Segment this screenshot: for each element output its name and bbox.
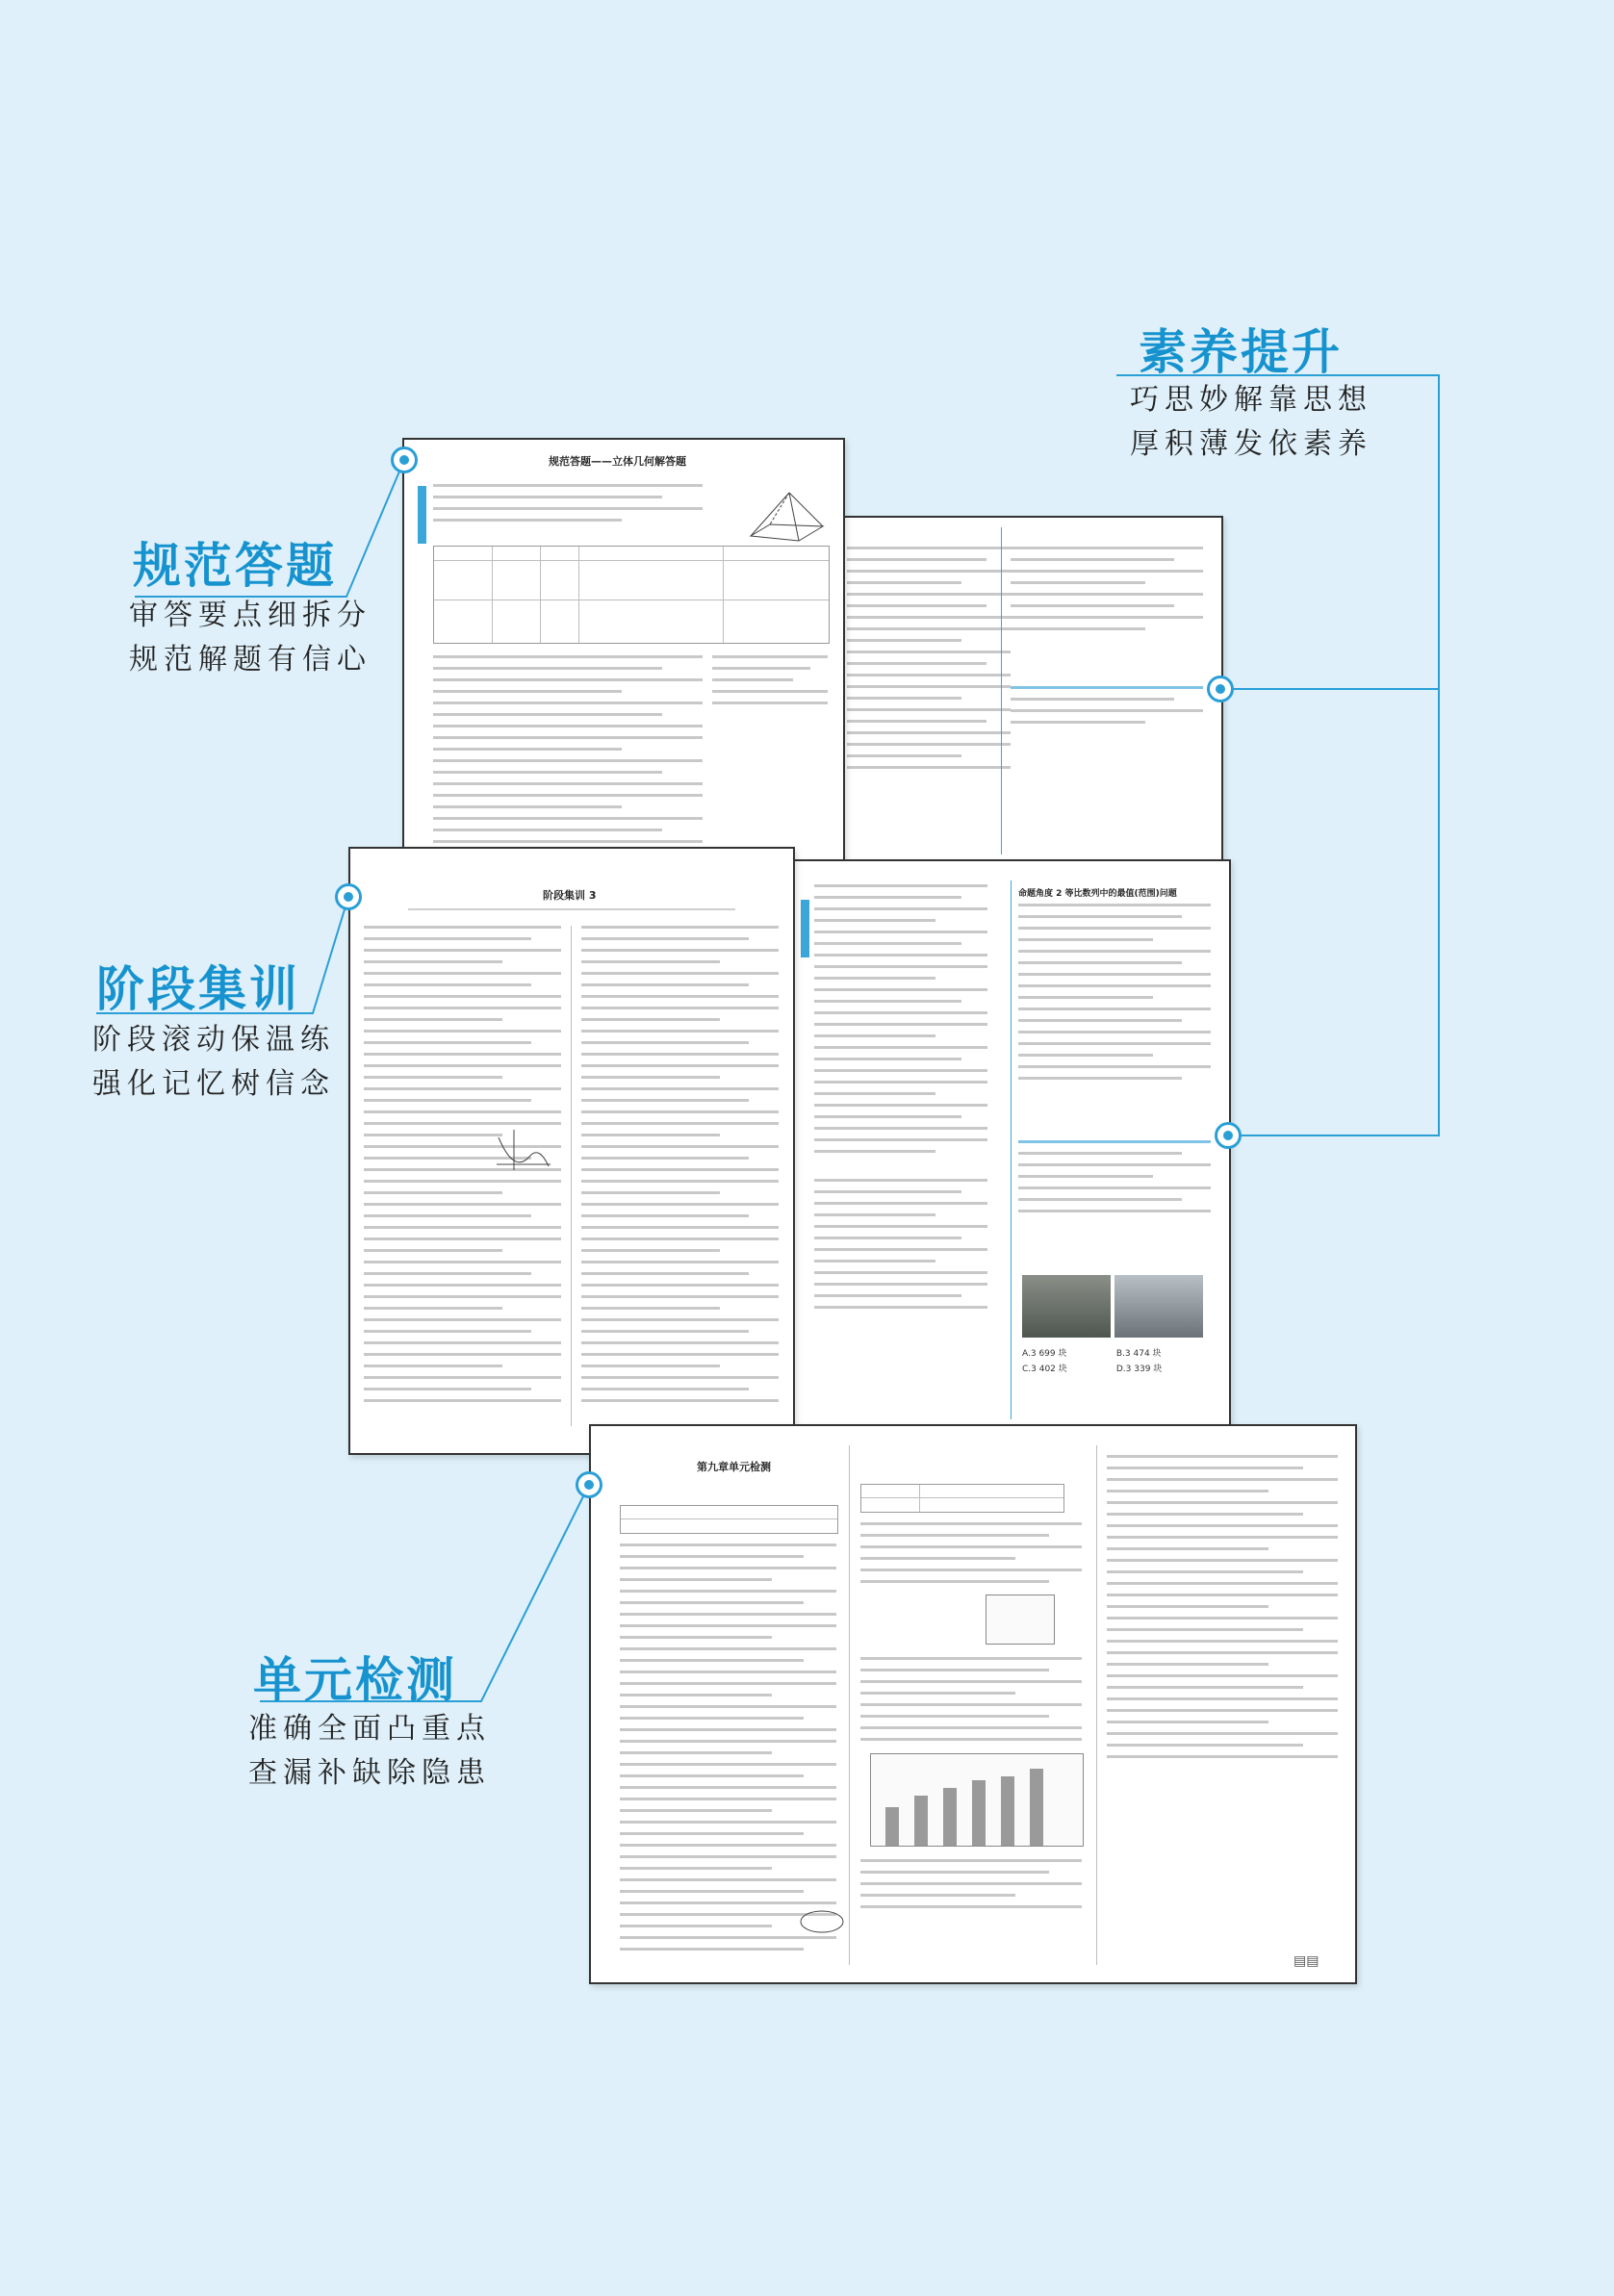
option-c: C.3 402 块 [1022, 1365, 1067, 1374]
column-divider [571, 926, 572, 1426]
column-divider [1001, 527, 1002, 855]
page-text [433, 655, 703, 863]
bar-chart [870, 1753, 1084, 1847]
page-text [860, 1859, 1082, 1917]
answer-options [1022, 1346, 1215, 1377]
sample-page-guifan [402, 438, 845, 865]
marker-dot [391, 446, 418, 473]
column-divider [849, 1445, 850, 1965]
function-graph [495, 1128, 552, 1171]
section-heading: 命题角度 2 等比数列中的最值(范围)问题 [1018, 889, 1177, 899]
marker-dot [576, 1471, 602, 1498]
scoring-table [433, 546, 830, 644]
marker-dot [1207, 676, 1234, 702]
page-text [581, 926, 779, 1411]
section-title-guifan: 规范答题 [133, 538, 337, 594]
option-d: D.3 339 块 [1115, 1365, 1163, 1374]
desc-line: 阶段滚动保温练 [92, 1023, 335, 1057]
desc-line: 巧思妙解靠思想 [1130, 383, 1372, 417]
section-desc-danyuan [248, 1707, 491, 1796]
side-tab [801, 900, 809, 957]
page-text [1018, 1140, 1211, 1221]
sample-page-jieduan [348, 847, 795, 1455]
section-desc-suyang [1130, 378, 1372, 467]
pyramid-figure [741, 488, 828, 546]
page-title: 第九章单元检测 [697, 1461, 771, 1473]
garden-photo-2 [1114, 1275, 1203, 1338]
desc-line: 规范解题有信心 [129, 643, 371, 676]
data-table [860, 1484, 1064, 1513]
ellipse-figure [798, 1907, 846, 1936]
section-title-danyuan: 单元检测 [253, 1652, 457, 1708]
header-rule [408, 908, 735, 910]
marker-dot [335, 883, 362, 910]
page-text [1018, 904, 1211, 1088]
sample-page-danyuan [589, 1424, 1357, 1984]
desc-line: 强化记忆树信念 [92, 1067, 335, 1101]
desc-line: 审答要点细拆分 [129, 599, 371, 632]
page-text [860, 1657, 1082, 1749]
page-text [1107, 1455, 1338, 1767]
section-title-jieduan: 阶段集训 [96, 961, 300, 1017]
page-text [433, 484, 703, 530]
page-text [1011, 547, 1203, 639]
option-a: A.3 699 块 [1022, 1349, 1067, 1359]
desc-line: 厚积薄发依素养 [1130, 427, 1372, 461]
section-title-suyang: 素养提升 [1139, 324, 1343, 380]
page-text [620, 1543, 836, 1959]
sample-page-suyang [837, 516, 1223, 866]
page-text [814, 884, 987, 1161]
column-divider [1011, 880, 1012, 1419]
marker-dot [1215, 1122, 1242, 1149]
page-text [1011, 686, 1203, 732]
section-desc-guifan [129, 594, 371, 682]
grid-chart [986, 1594, 1055, 1645]
garden-photo-1 [1022, 1275, 1111, 1338]
option-b: B.3 474 块 [1115, 1349, 1162, 1359]
page-text [860, 1522, 1082, 1592]
side-tab [418, 486, 426, 544]
brand-logo: ▤▤ [1294, 1953, 1319, 1969]
page-title: 阶段集训 3 [543, 889, 597, 902]
answer-grid [620, 1505, 838, 1534]
sample-page-right-mid [789, 859, 1231, 1431]
page-text [712, 655, 828, 713]
desc-line: 查漏补缺除隐患 [248, 1756, 491, 1790]
desc-line: 准确全面凸重点 [248, 1712, 491, 1746]
page-title: 规范答题——立体几何解答题 [549, 455, 686, 468]
column-divider [1096, 1445, 1097, 1965]
page-text [814, 1179, 987, 1317]
page-text [847, 547, 1011, 778]
section-desc-jieduan [92, 1018, 335, 1107]
